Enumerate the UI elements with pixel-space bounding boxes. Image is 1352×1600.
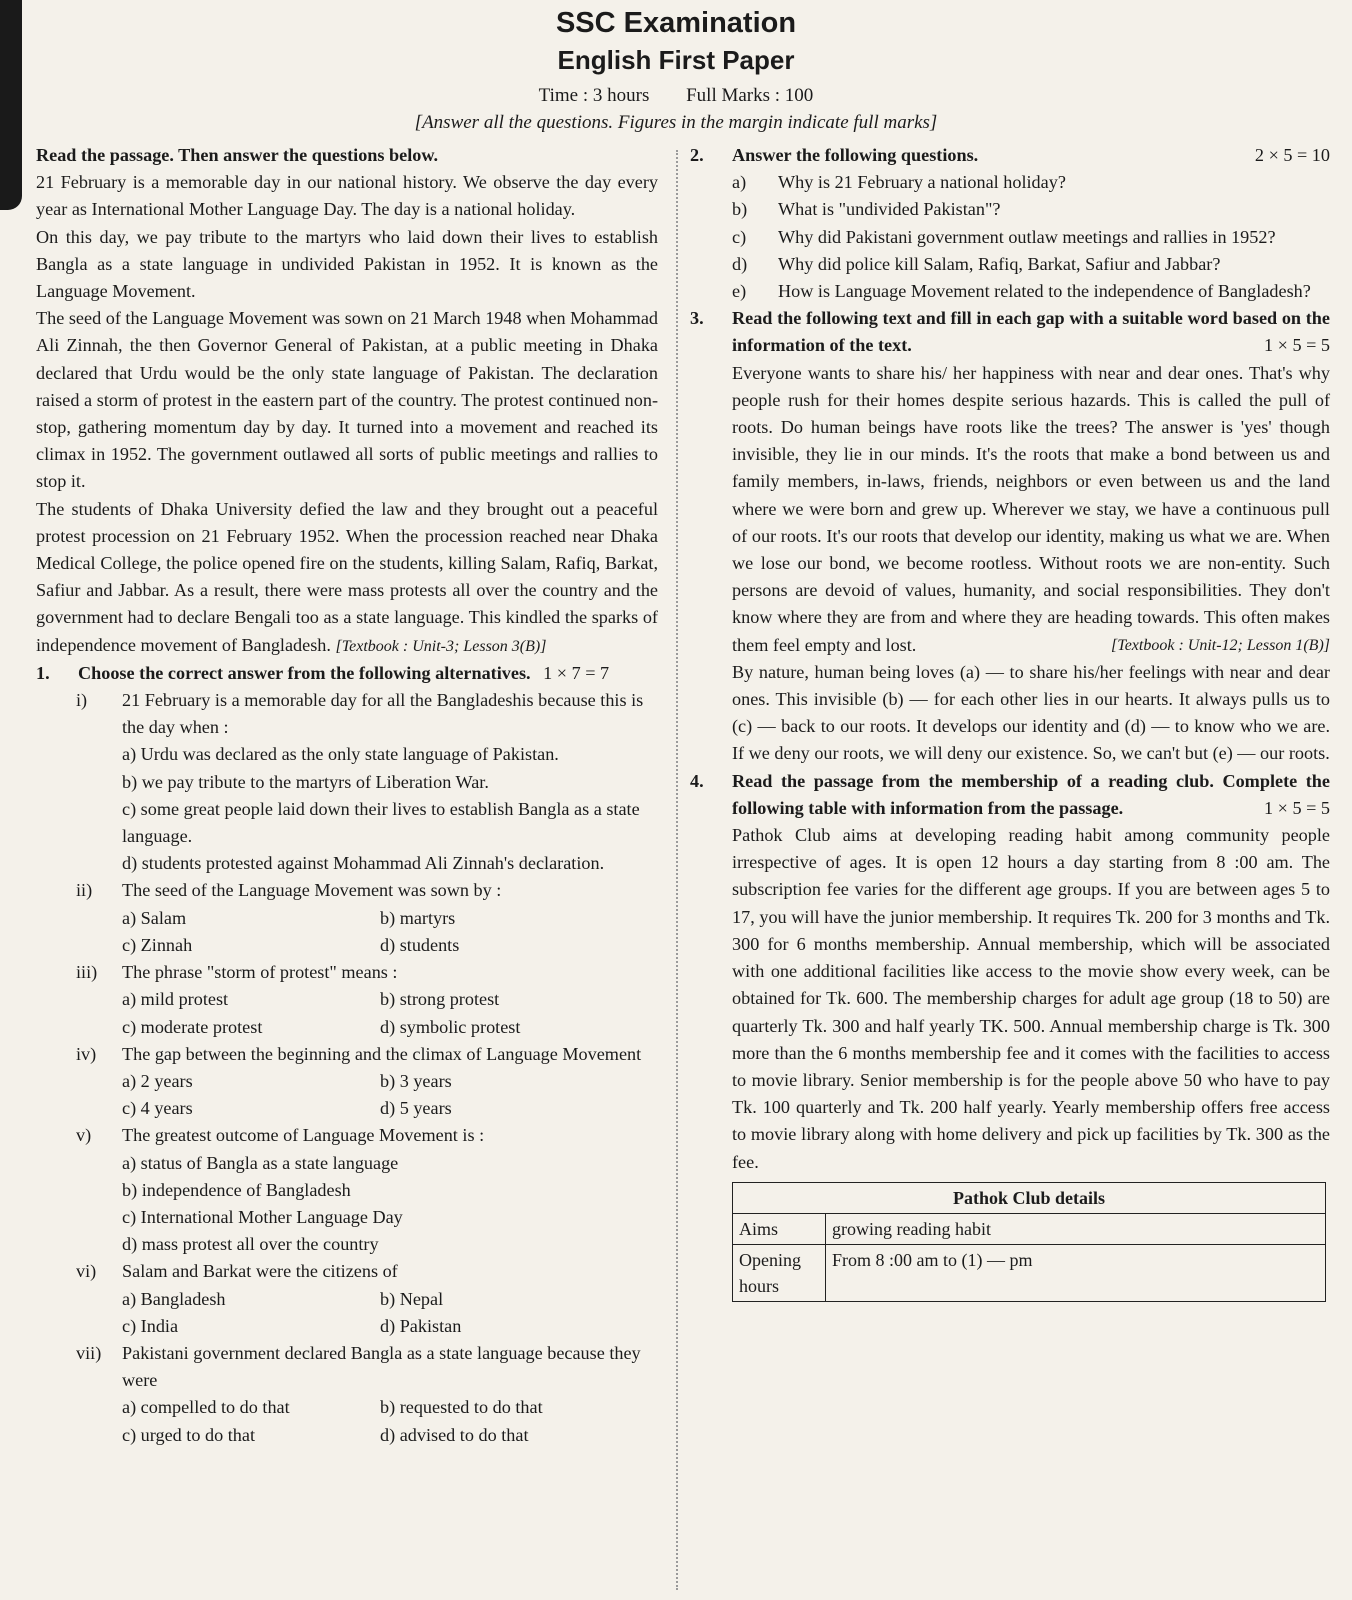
mcq-option: b) martyrs	[380, 907, 456, 928]
mcq-item: vii) Pakistani government declared Bangla as a state language because they were	[76, 1342, 641, 1391]
mcq-option: b) Nepal	[380, 1288, 444, 1309]
short-question: c) Why did Pakistani government outlaw meetings and rallies in 1952?	[732, 226, 1276, 247]
q3-text: Everyone wants to share his/ her happiness with near and dear ones. That's why people rush for their homes despite serious hazards. This is called the pull of roots. Do human beings have roots like the trees? The answer is 'yes' though invisible, they lie in our minds. It's the roots that make a bond between us and family members, in-laws, friends, neighbors or even between us and the land where we were born and grew up. Wherever we stay, we have a continuous pull of our roots. It's our roots that develop our identity, making us what we are. When we lose our bond, we become rootless. Without roots we are non-entity. Such persons are devoid of values, humanity, and social responsibilities. They don't know where they are from and where they are heading towards. This often makes them feel empty and lost. [Textbook : Unit-12; Lesson 1(B)]	[732, 360, 1330, 659]
mcq-option: c) India	[122, 1315, 179, 1336]
mcq-option: d) 5 years	[380, 1098, 452, 1119]
q3-reference: [Textbook : Unit-12; Lesson 1(B)]	[1111, 636, 1330, 654]
short-question: a) Why is 21 February a national holiday?	[732, 172, 1066, 193]
mcq-item: iii) The phrase "storm of protest" means :	[76, 962, 398, 983]
mcq-options	[122, 1068, 658, 1122]
mcq-options	[122, 741, 658, 877]
mcq-option: c) some great people laid down their lives to establish Bangla as a state language.	[122, 798, 640, 847]
table-value: growing reading habit	[826, 1213, 1326, 1244]
mcq-option: a) Bangladesh	[122, 1288, 226, 1309]
passage-paragraph: The students of Dhaka University defied the law and they brought out a peaceful protest procession on 21 February 1952. When the procession reached near Dhaka Medical College, the police opened fire on the students, killing Salam, Rafiq, Barkat, Safiur and Jabbar. As a result, there were mass protests all over the country and the government had to declare Bengali too as a state language. This kindled the sparks of independence movement of Bangladesh. [Textbook : Unit-3; Lesson 3(B)]	[36, 498, 658, 655]
short-question: e) How is Language Movement related to the independence of Bangladesh?	[732, 281, 1311, 302]
exam-time: Time : 3 hours	[538, 85, 650, 106]
passage-reference: [Textbook : Unit-3; Lesson 3(B)]	[335, 637, 547, 655]
mcq-option: c) Zinnah	[122, 934, 193, 955]
mcq-options	[122, 1394, 658, 1448]
short-question: b) What is "undivided Pakistan"?	[732, 199, 1001, 220]
pathok-club-table	[732, 1182, 1326, 1302]
q2-items	[690, 169, 1330, 305]
q3-heading: 3. Read the following text and fill in each gap with a suitable word based on the information of the text. 1 × 5 = 5	[690, 305, 1330, 359]
table-value: From 8 :00 am to (1) — pm	[826, 1244, 1326, 1301]
mcq-option: d) students	[380, 934, 460, 955]
exam-subtitle: English First Paper	[557, 45, 795, 75]
q2-heading: 2. Answer the following questions. 2 × 5 = 10	[690, 142, 1330, 169]
right-column	[690, 142, 1330, 1302]
mcq-option: a) Salam	[122, 907, 187, 928]
mcq-options	[122, 1150, 658, 1259]
table-title: Pathok Club details	[733, 1182, 1326, 1213]
mcq-options	[122, 1286, 658, 1340]
left-column	[36, 142, 658, 1449]
exam-header	[0, 4, 1352, 136]
mcq-option: b) independence of Bangladesh	[122, 1179, 351, 1200]
mcq-option: b) strong protest	[380, 989, 500, 1010]
q3-marks: 1 × 5 = 5	[1264, 335, 1330, 356]
column-divider	[676, 150, 678, 1590]
passage-paragraph: On this day, we pay tribute to the martyrs who laid down their lives to establish Bangla as a state language in undivided Pakistan in 1952. It is known as the Language Movement.	[36, 226, 658, 302]
q4-body	[690, 822, 1330, 1176]
mcq-item: v) The greatest outcome of Language Movement is :	[76, 1125, 485, 1146]
mcq-option: d) Pakistan	[380, 1315, 462, 1336]
mcq-item: ii) The seed of the Language Movement was sown by :	[76, 880, 502, 901]
mcq-option: d) advised to do that	[380, 1424, 529, 1445]
table-row	[733, 1244, 1326, 1301]
mcq-option: c) 4 years	[122, 1098, 193, 1119]
mcq-item: vi) Salam and Barkat were the citizens of	[76, 1261, 398, 1282]
mcq-option: c) urged to do that	[122, 1424, 256, 1445]
mcq-option: a) mild protest	[122, 989, 229, 1010]
q2-marks: 2 × 5 = 10	[1254, 145, 1330, 165]
mcq-option: d) symbolic protest	[380, 1016, 521, 1037]
mcq-option: a) 2 years	[122, 1070, 193, 1091]
mcq-option: b) 3 years	[380, 1070, 452, 1091]
mcq-option: b) we pay tribute to the martyrs of Liberation War.	[122, 771, 489, 792]
mcq-option: d) mass protest all over the country	[122, 1234, 379, 1255]
q3-gap-text: By nature, human being loves (a) — to share his/her feelings with near and dear ones. This invisible (b) — for each other lies in our hearts. It always pulls us to (c) — back to our roots. It develops our identity and (d) — to know who we are. If we deny our roots, we will deny our existence. So, we can't but (e) — our roots.	[732, 661, 1330, 764]
q4-marks: 1 × 5 = 5	[1264, 797, 1330, 818]
passage-heading: Read the passage. Then answer the questions below.	[36, 145, 439, 165]
q1-marks: 1 × 7 = 7	[543, 662, 610, 683]
q4-text: Pathok Club aims at developing reading habit among community people irrespective of ages. It is open 12 hours a day starting from 8 :00 am. The subscription fee varies for the different age groups. If you are between ages 5 to 17, you will have the junior membership. It requires Tk. 200 for 3 months and Tk. 300 for 6 months membership. Annual membership, which will be associated with one additional facilities like access to the movie show every week, can be obtained for Tk. 600. The membership charges for adult age group (18 to 50) are quarterly Tk. 300 and half yearly TK. 500. Annual membership charge is Tk. 300 more than the 6 months membership fee and it comes with the facilities to access to movie library. Senior membership is for the people above 50 who have to pay Tk. 100 quarterly and Tk. 200 half yearly. Yearly membership offers free access to movie library along with home delivery and pick up facilities by Tk. 300 as the fee.	[732, 825, 1330, 1172]
mcq-item: i) 21 February is a memorable day for all the Bangladeshis because this is the day when :	[76, 690, 644, 738]
mcq-options	[122, 986, 658, 1040]
mcq-option: a) Urdu was declared as the only state language of Pakistan.	[122, 744, 559, 765]
mcq-option: c) International Mother Language Day	[122, 1206, 403, 1227]
mcq-option: c) moderate protest	[122, 1016, 263, 1037]
short-question: d) Why did police kill Salam, Rafiq, Barkat, Safiur and Jabbar?	[732, 253, 1221, 274]
exam-meta	[0, 82, 1352, 110]
mcq-option: a) compelled to do that	[122, 1397, 290, 1418]
passage-paragraph: 21 February is a memorable day in our national history. We observe the day every year as International Mother Language Day. The day is a national holiday.	[36, 172, 658, 220]
q1-heading: 1. Choose the correct answer from the following alternatives. 1 × 7 = 7	[36, 662, 610, 683]
q3-body	[690, 360, 1330, 768]
mcq-options	[122, 905, 658, 959]
exam-full-marks: Full Marks : 100	[686, 85, 814, 106]
table-row	[733, 1213, 1326, 1244]
exam-title: SSC Examination	[555, 7, 797, 39]
passage-paragraph: The seed of the Language Movement was sown on 21 March 1948 when Mohammad Ali Zinnah, the then Governor General of Pakistan, at a public meeting in Dhaka declared that Urdu would be the only state language of Pakistan. The declaration raised a storm of protest in the eastern part of the country. The protest continued non-stop, gathering momentum day by day. It turned into a movement and reached its climax in 1952. The government outlawed all sorts of public meetings and rallies to stop it.	[36, 308, 658, 492]
mcq-item: iv) The gap between the beginning and the climax of Language Movement	[76, 1043, 642, 1064]
table-label: Opening hours	[733, 1244, 826, 1301]
mcq-option: a) status of Bangla as a state language	[122, 1152, 399, 1173]
mcq-option: d) students protested against Mohammad Ali Zinnah's declaration.	[122, 853, 605, 874]
mcq-option: b) requested to do that	[380, 1397, 543, 1418]
exam-instruction: [Answer all the questions. Figures in the margin indicate full marks]	[414, 112, 938, 133]
table-label: Aims	[733, 1213, 826, 1244]
q4-heading: 4. Read the passage from the membership of a reading club. Complete the following table with information from the passage. 1 × 5 = 5	[690, 768, 1330, 822]
